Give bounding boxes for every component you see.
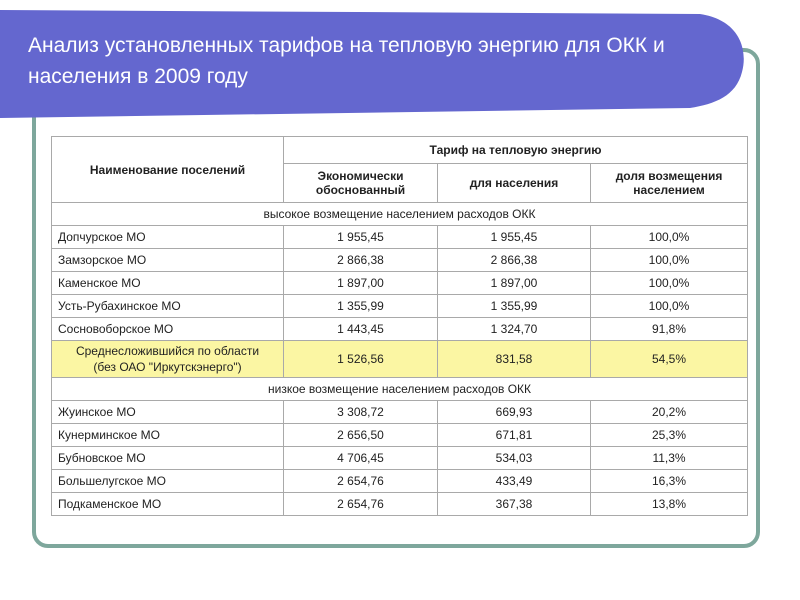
cell-econ: 2 654,76: [284, 470, 438, 493]
header-population: для населения: [438, 164, 591, 203]
cell-name: Большелугское МО: [52, 470, 284, 493]
cell-share: 100,0%: [591, 249, 748, 272]
cell-share: 16,3%: [591, 470, 748, 493]
header-name: Наименование поселений: [52, 137, 284, 203]
header-econ: Экономически обоснованный: [284, 164, 438, 203]
average-row: [52, 341, 748, 378]
cell-name: Кунерминское МО: [52, 424, 284, 447]
cell-population: 534,03: [438, 447, 591, 470]
cell-econ: 1 955,45: [284, 226, 438, 249]
table-row: [52, 401, 748, 424]
table-row: [52, 493, 748, 516]
cell-name: Сосновоборское МО: [52, 318, 284, 341]
cell-name: Жуинское МО: [52, 401, 284, 424]
cell-name: Допчурское МО: [52, 226, 284, 249]
cell-name: Усть-Рубахинское МО: [52, 295, 284, 318]
cell-econ: 3 308,72: [284, 401, 438, 424]
average-share: 54,5%: [591, 341, 748, 378]
cell-name: Бубновское МО: [52, 447, 284, 470]
cell-share: 25,3%: [591, 424, 748, 447]
cell-share: 13,8%: [591, 493, 748, 516]
cell-population: 367,38: [438, 493, 591, 516]
cell-population: 1 897,00: [438, 272, 591, 295]
cell-name: Каменское МО: [52, 272, 284, 295]
average-name-line2: (без ОАО "Иркутскэнерго"): [93, 360, 242, 374]
cell-econ: 1 443,45: [284, 318, 438, 341]
cell-econ: 2 656,50: [284, 424, 438, 447]
header-share: доля возмещения населением: [591, 164, 748, 203]
cell-population: 2 866,38: [438, 249, 591, 272]
cell-econ: 2 866,38: [284, 249, 438, 272]
cell-share: 20,2%: [591, 401, 748, 424]
cell-econ: 4 706,45: [284, 447, 438, 470]
header-tariff-group: Тариф на тепловую энергию: [284, 137, 748, 164]
average-name: [52, 341, 284, 378]
cell-population: 1 955,45: [438, 226, 591, 249]
table-row: [52, 295, 748, 318]
cell-population: 671,81: [438, 424, 591, 447]
table-row: [52, 470, 748, 493]
cell-name: Замзорское МО: [52, 249, 284, 272]
cell-population: 1 355,99: [438, 295, 591, 318]
average-econ: 1 526,56: [284, 341, 438, 378]
cell-population: 433,49: [438, 470, 591, 493]
cell-population: 669,93: [438, 401, 591, 424]
table-row: [52, 424, 748, 447]
cell-share: 100,0%: [591, 226, 748, 249]
average-name-line1: Среднесложившийся по области: [75, 344, 260, 358]
cell-share: 11,3%: [591, 447, 748, 470]
table-row: [52, 249, 748, 272]
tariff-table: [51, 136, 748, 516]
section-high: высокое возмещение населением расходов ОКК: [52, 203, 748, 226]
cell-name: Подкаменское МО: [52, 493, 284, 516]
table-row: [52, 318, 748, 341]
table-row: [52, 226, 748, 249]
cell-share: 100,0%: [591, 295, 748, 318]
cell-econ: 1 355,99: [284, 295, 438, 318]
cell-population: 1 324,70: [438, 318, 591, 341]
table-row: [52, 447, 748, 470]
section-low: низкое возмещение населением расходов ОКК: [52, 378, 748, 401]
cell-econ: 1 897,00: [284, 272, 438, 295]
cell-econ: 2 654,76: [284, 493, 438, 516]
slide-title: Анализ установленных тарифов на тепловую энергию для ОКК и населения в 2009 году: [28, 34, 665, 88]
cell-share: 100,0%: [591, 272, 748, 295]
cell-share: 91,8%: [591, 318, 748, 341]
table-row: [52, 272, 748, 295]
average-population: 831,58: [438, 341, 591, 378]
